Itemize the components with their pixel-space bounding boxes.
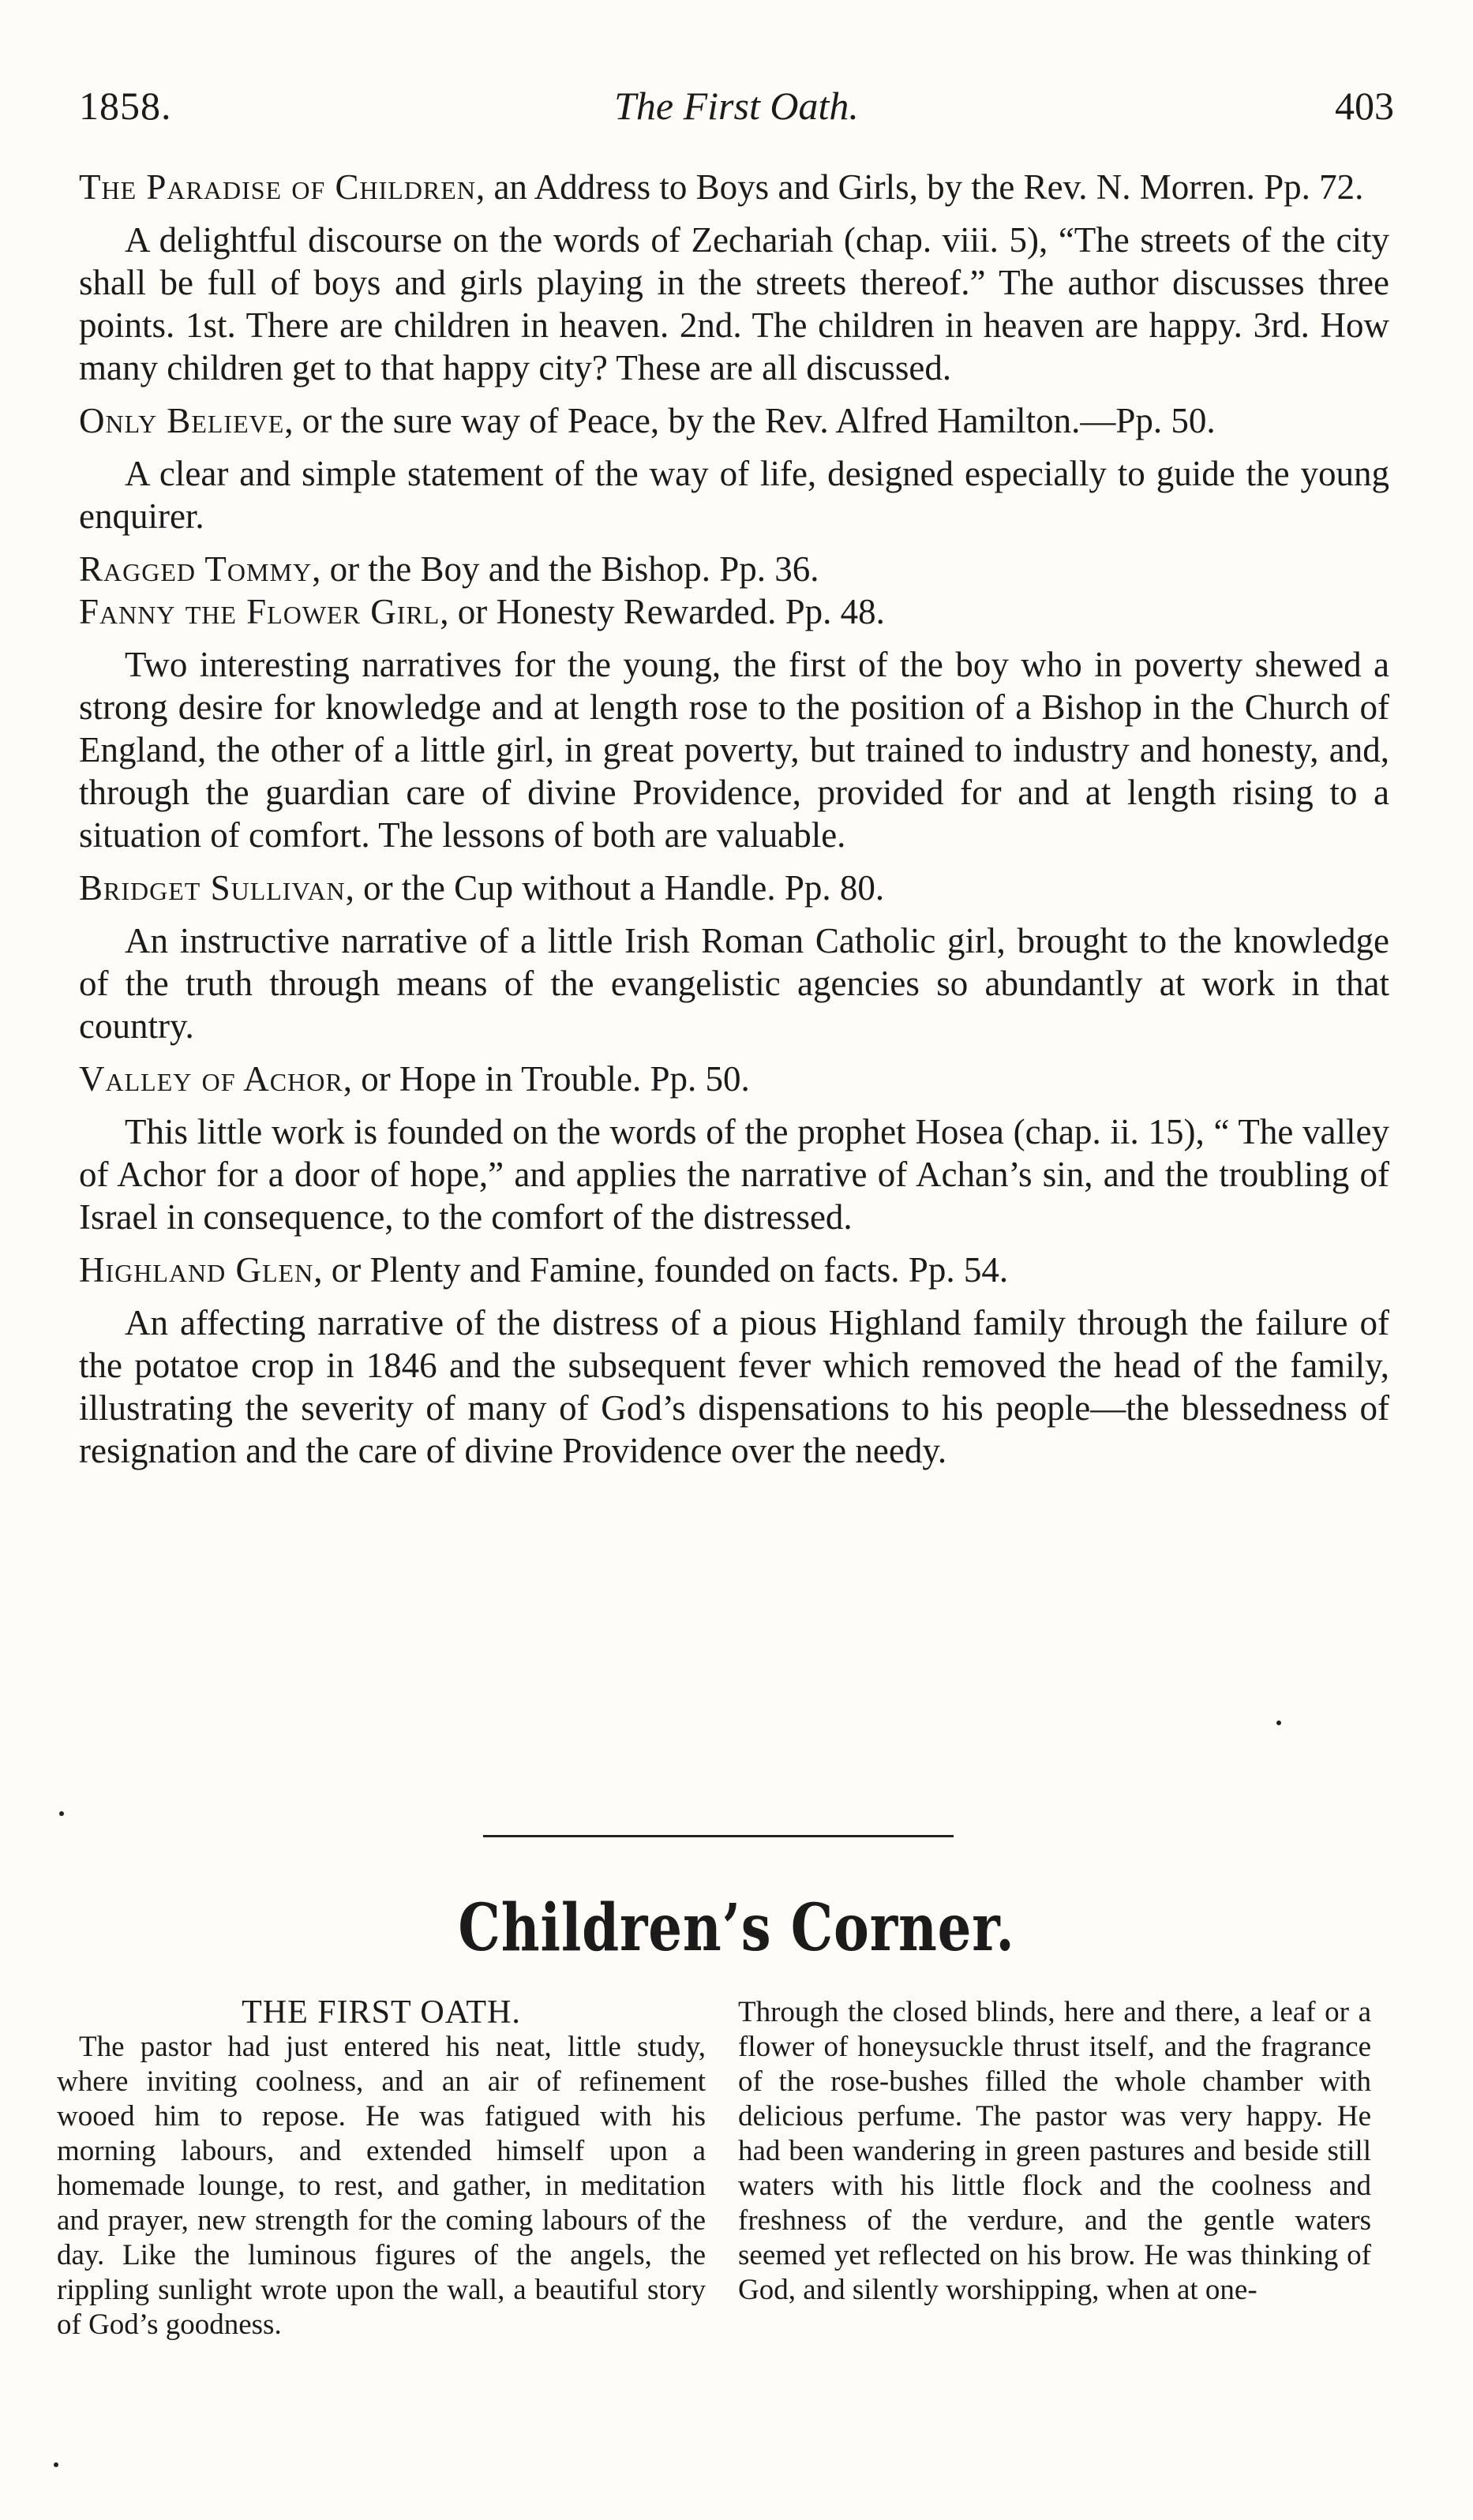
header-year: 1858. [79, 84, 172, 128]
notice-title: Only Believe, or the sure way of Peace, by the Rev. Alfred Hamilton.—Pp. 50. [79, 401, 1216, 440]
notice-description: This little work is founded on the words of the prophet Hosea (chap. ii. 15), “ The valley of Achor for a door of hope,” and applies the narrative of Achan’s sin, and the troubling of Israel in consequence, to the comfort of the distressed. [79, 1112, 1389, 1237]
running-header [79, 83, 1394, 138]
print-speck [1276, 1721, 1281, 1725]
print-speck [59, 1811, 64, 1816]
notice-description: A clear and simple statement of the way of life, designed especially to guide the young enquirer. [79, 454, 1389, 536]
notice-description: Two interesting narratives for the young, the first of the boy who in poverty shewed a strong desire for knowledge and at length rose to the position of a Bishop in the Church of England, the other of a little girl, in great poverty, but trained to industry and honesty, and, through the guardian care of divine Providence, provided for and at length rising to a situation of comfort. The lessons of both are valuable. [79, 645, 1389, 855]
story-paragraph: The pastor had just entered his neat, little study, where inviting coolness, and an air of refinement wooed him to repose. He was fatigued with his morning labours, and extended himself upon a homemade lounge, to rest, and gather, in meditation and prayer, new strength for the coming labours of the day. Like the luminous figures of the angels, the rippling sunlight wrote upon the wall, a beautiful story of God’s goodness. [57, 2031, 706, 2341]
page-number: 403 [1335, 84, 1394, 128]
book-notices [79, 166, 1389, 1472]
section-heading: Children’s Corner. [458, 1890, 1015, 1966]
notice-description: A delightful discourse on the words of Zechariah (chap. viii. 5), “The streets of the city shall be full of boys and girls playing in the streets thereof.” The author discusses three points. 1st. There are children in heaven. 2nd. The children in heaven are happy. 3rd. How many children get to that happy city? These are all discussed. [79, 220, 1389, 388]
notice-title: The Paradise of Children, an Address to Boys and Girls, by the Rev. N. Morren. Pp. 72. [79, 167, 1364, 207]
notice-title: Bridget Sullivan, or the Cup without a Handle. Pp. 80. [79, 868, 885, 908]
notice-title: Valley of Achor, or Hope in Trouble. Pp. 50. [79, 1059, 750, 1099]
story-paragraph: Through the closed blinds, here and there, a leaf or a flower of honeysuckle thrust itself, and the fragrance of the rose-bushes filled the whole chamber with delicious perfume. The pastor was very happy. He had been wandering in green pastures and beside still waters with his little flock and the coolness and freshness of the verdure, and the gentle waters seemed yet reflected on his brow. He was thinking of God, and silently worshipping, when at one- [738, 1996, 1371, 2306]
header-title: The First Oath. [614, 84, 859, 128]
print-speck [54, 2462, 58, 2467]
notice-title: Highland Glen, or Plenty and Famine, founded on facts. Pp. 54. [79, 1250, 1009, 1290]
notice-description: An instructive narrative of a little Irish Roman Catholic girl, brought to the knowledge of the truth through means of the evangelistic agencies so abundantly at work in that country. [79, 921, 1389, 1046]
notice-description: An affecting narrative of the distress of a pious Highland family through the failure of the potatoe crop in 1846 and the subsequent fever which removed the head of the family, illustrating the severity of many of God’s dispensations to his people—the blessedness of resignation and the care of divine Providence over the needy. [79, 1303, 1389, 1470]
notice-title: Ragged Tommy, or the Boy and the Bishop. Pp. 36. [79, 549, 819, 589]
notice-title: Fanny the Flower Girl, or Honesty Rewarded. Pp. 48. [79, 592, 885, 631]
story-column-right [738, 1995, 1371, 2308]
story-title: THE FIRST OATH. [242, 1994, 521, 2031]
story-column-left [57, 1995, 706, 2342]
section-divider [483, 1835, 954, 1837]
